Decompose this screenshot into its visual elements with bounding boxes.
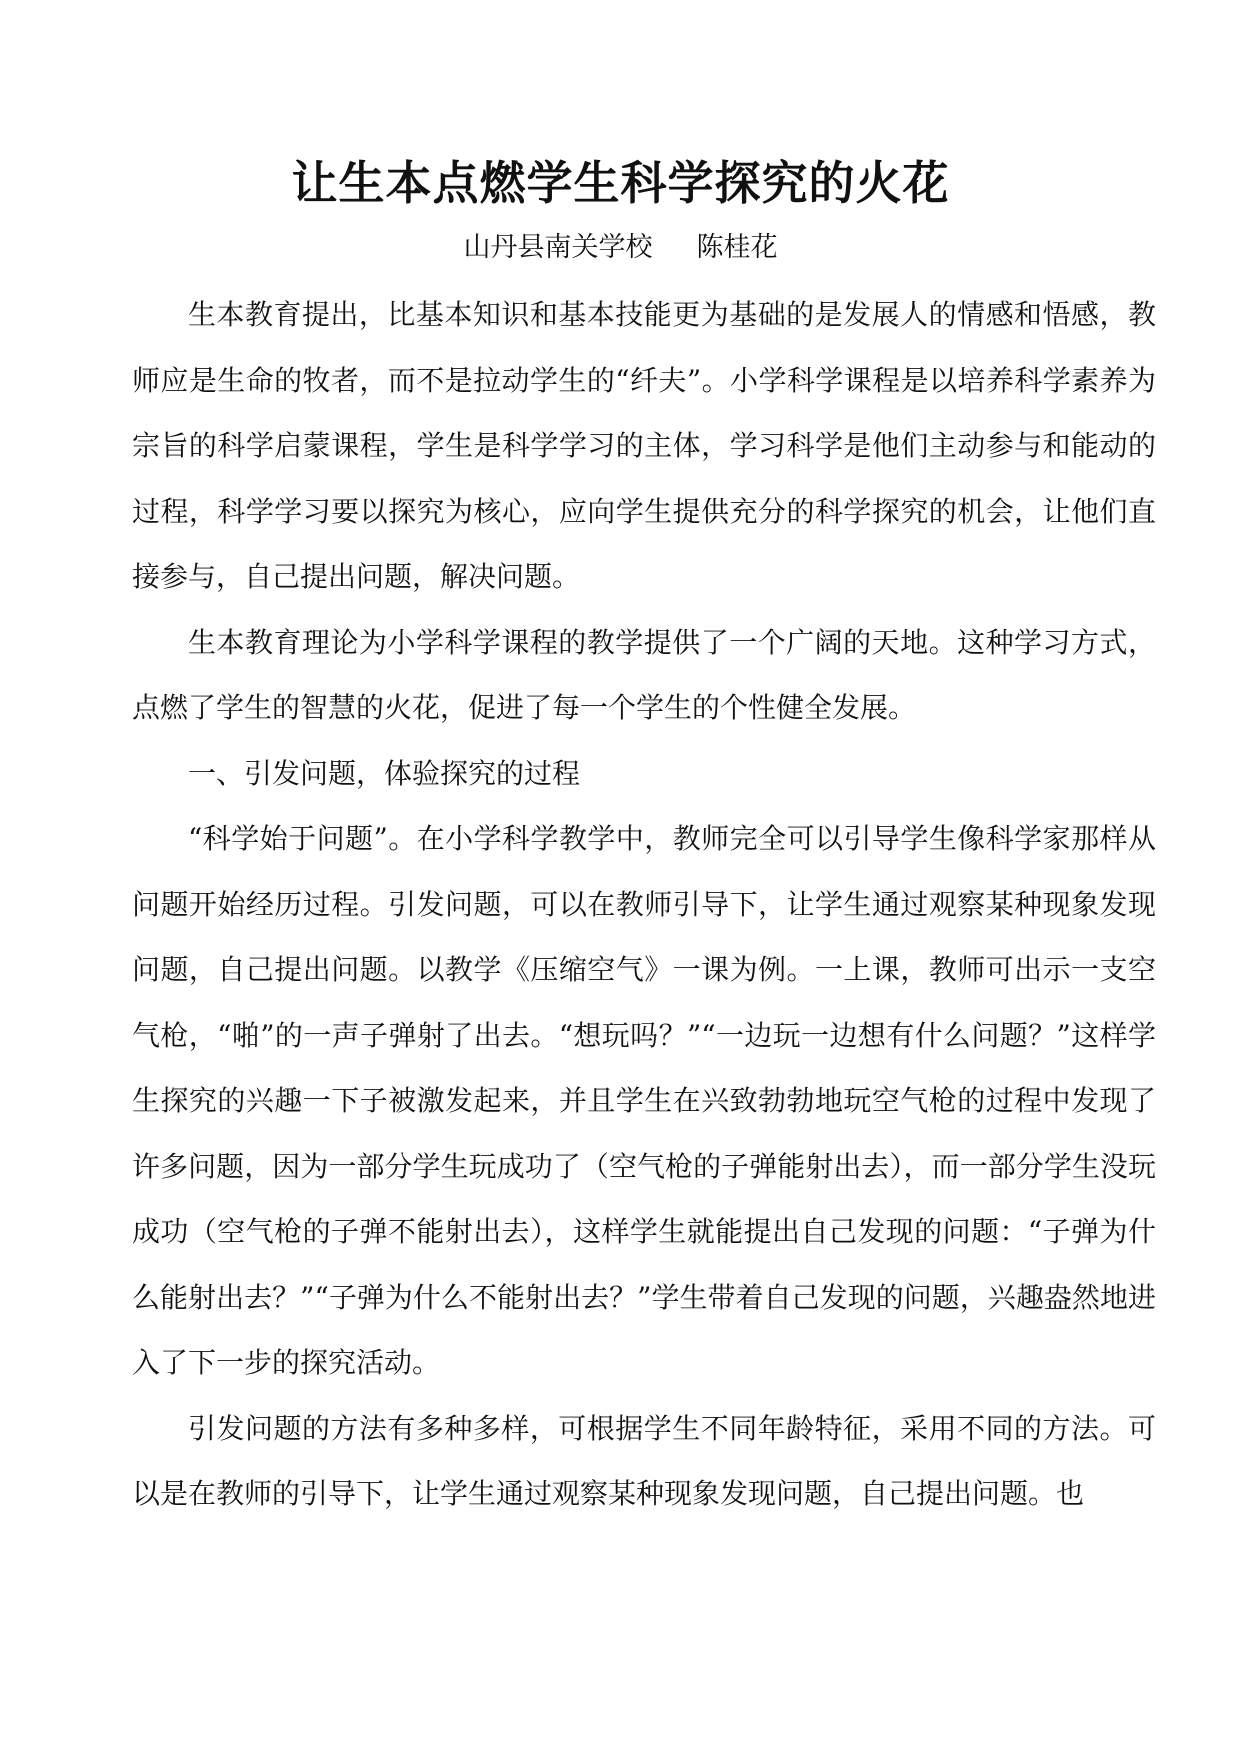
paragraph-intro: 生本教育提出，比基本知识和基本技能更为基础的是发展人的情感和悟感，教师应是生命的牧者，而不是拉动学生的“纤夫”。小学科学课程是以培养科学素养为宗旨的科学启蒙课程，学生是科学学习的主体，学习科学是他们主动参与和能动的过程，科学学习要以探究为核心，应向学生提供充分的科学探究的机会，让他们直接参与，自己提出问题，解决问题。 — [132, 298, 1156, 593]
author-name: 陈桂花 — [696, 232, 778, 263]
section-heading-1: 一、引发问题，体验探究的过程 — [188, 756, 581, 790]
document-body — [132, 282, 1156, 1527]
paragraph-example: “科学始于问题”。在小学科学教学中，教师完全可以引导学生像科学家那样从问题开始经历过程。引发问题，可以在教师引导下，让学生通过观察某种现象发现问题，自己提出问题。以教学《压缩空气》一课为例。一上课，教师可出示一支空气枪，“啪”的一声子弹射了出去。“想玩吗？”“一边玩一边想有什么问题？”这样学生探究的兴趣一下子被激发起来，并且学生在兴致勃勃地玩空气枪的过程中发现了许多问题，因为一部分学生玩成功了（空气枪的子弹能射出去），而一部分学生没玩成功（空气枪的子弹不能射出去），这样学生就能提出自己发现的问题：“子弹为什么能射出去？”“子弹为什么不能射出去？”学生带着自己发现的问题，兴趣盎然地进入了下一步的探究活动。 — [132, 822, 1156, 1379]
document-title: 让生本点燃学生科学探究的火花 — [291, 156, 950, 210]
author-school: 山丹县南关学校 — [463, 232, 653, 263]
paragraph-theory: 生本教育理论为小学科学课程的教学提供了一个广阔的天地。这种学习方式，点燃了学生的智慧的火花，促进了每一个学生的个性健全发展。 — [132, 625, 1156, 724]
paragraph-methods: 引发问题的方法有多种多样，可根据学生不同年龄特征，采用不同的方法。可以是在教师的引导下，让学生通过观察某种现象发现问题，自己提出问题。也 — [132, 1411, 1156, 1510]
author-byline — [0, 228, 1241, 268]
